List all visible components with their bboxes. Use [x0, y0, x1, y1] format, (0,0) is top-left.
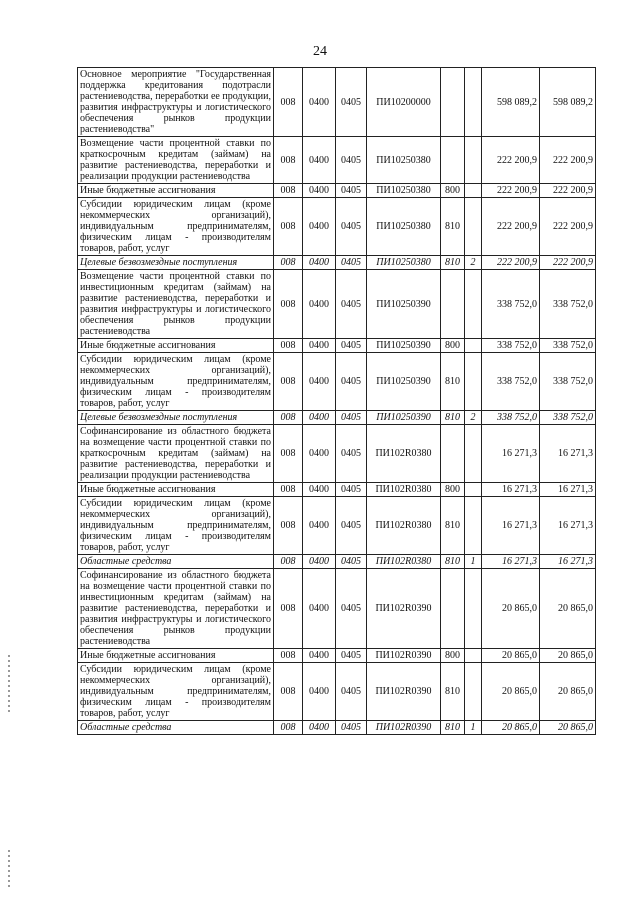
subsection-code-cell: 0405 — [336, 569, 367, 649]
amount-approved-cell: 20 865,0 — [540, 663, 596, 721]
expense-type-cell: 810 — [441, 411, 465, 425]
amount-approved-cell: 16 271,3 — [540, 483, 596, 497]
table-row — [78, 256, 596, 270]
amount-cell: 222 200,9 — [482, 256, 540, 270]
target-article-cell: ПИ102R0380 — [367, 555, 441, 569]
target-article-cell: ПИ10250380 — [367, 137, 441, 184]
amount-approved-cell: 338 752,0 — [540, 270, 596, 339]
ministry-code-cell: 008 — [274, 425, 303, 483]
row-name-cell: Софинансирование из областного бюджета на возмещение части процентной ставки по инвестиционным кредитам (займам) на развитие растениеводства, переработки и развития инфраструктуры и логистического обеспечения рынков продукции растениеводства — [78, 569, 274, 649]
expense-type-cell: 810 — [441, 256, 465, 270]
row-name-cell: Целевые безвозмездные поступления — [78, 411, 274, 425]
section-code-cell: 0400 — [303, 663, 336, 721]
amount-cell: 222 200,9 — [482, 184, 540, 198]
funding-source-cell: 1 — [465, 721, 482, 735]
table-row — [78, 483, 596, 497]
amount-cell: 222 200,9 — [482, 198, 540, 256]
amount-cell: 16 271,3 — [482, 497, 540, 555]
subsection-code-cell: 0405 — [336, 137, 367, 184]
section-code-cell: 0400 — [303, 270, 336, 339]
expense-type-cell: 800 — [441, 184, 465, 198]
ministry-code-cell: 008 — [274, 663, 303, 721]
section-code-cell: 0400 — [303, 198, 336, 256]
target-article-cell: ПИ102R0380 — [367, 483, 441, 497]
funding-source-cell — [465, 198, 482, 256]
section-code-cell: 0400 — [303, 555, 336, 569]
subsection-code-cell: 0405 — [336, 198, 367, 256]
subsection-code-cell: 0405 — [336, 68, 367, 137]
section-code-cell: 0400 — [303, 184, 336, 198]
section-code-cell: 0400 — [303, 649, 336, 663]
row-name-cell: Основное мероприятие "Государственная поддержка кредитования подотрасли растениеводства, переработки ее продукции, развития инфраструктуры и логистического обеспечения рынков продукции растениеводства" — [78, 68, 274, 137]
row-name-cell: Областные средства — [78, 721, 274, 735]
target-article-cell: ПИ102R0390 — [367, 569, 441, 649]
subsection-code-cell: 0405 — [336, 663, 367, 721]
amount-approved-cell: 222 200,9 — [540, 198, 596, 256]
target-article-cell: ПИ102R0380 — [367, 425, 441, 483]
section-code-cell: 0400 — [303, 339, 336, 353]
row-name-cell: Иные бюджетные ассигнования — [78, 184, 274, 198]
expense-type-cell — [441, 425, 465, 483]
amount-approved-cell: 222 200,9 — [540, 137, 596, 184]
section-code-cell: 0400 — [303, 256, 336, 270]
amount-cell: 20 865,0 — [482, 569, 540, 649]
section-code-cell: 0400 — [303, 137, 336, 184]
subsection-code-cell: 0405 — [336, 270, 367, 339]
ministry-code-cell: 008 — [274, 411, 303, 425]
section-code-cell: 0400 — [303, 425, 336, 483]
section-code-cell: 0400 — [303, 497, 336, 555]
expense-type-cell — [441, 68, 465, 137]
row-name-cell: Целевые безвозмездные поступления — [78, 256, 274, 270]
ministry-code-cell: 008 — [274, 555, 303, 569]
amount-cell: 16 271,3 — [482, 555, 540, 569]
funding-source-cell — [465, 339, 482, 353]
table-row — [78, 184, 596, 198]
amount-approved-cell: 20 865,0 — [540, 721, 596, 735]
row-name-cell: Иные бюджетные ассигнования — [78, 339, 274, 353]
table-row — [78, 68, 596, 137]
funding-source-cell: 2 — [465, 411, 482, 425]
target-article-cell: ПИ10200000 — [367, 68, 441, 137]
target-article-cell: ПИ10250390 — [367, 339, 441, 353]
amount-approved-cell: 16 271,3 — [540, 555, 596, 569]
expense-type-cell: 810 — [441, 353, 465, 411]
target-article-cell: ПИ10250390 — [367, 353, 441, 411]
subsection-code-cell: 0405 — [336, 497, 367, 555]
subsection-code-cell: 0405 — [336, 184, 367, 198]
row-name-cell: Субсидии юридическим лицам (кроме некоммерческих организаций), индивидуальным предпринимателям, физическим лицам - производителям товаров, работ, услуг — [78, 353, 274, 411]
budget-table — [77, 67, 596, 735]
table-row — [78, 339, 596, 353]
expense-type-cell: 810 — [441, 663, 465, 721]
funding-source-cell: 2 — [465, 256, 482, 270]
target-article-cell: ПИ10250390 — [367, 411, 441, 425]
subsection-code-cell: 0405 — [336, 411, 367, 425]
expense-type-cell — [441, 569, 465, 649]
expense-type-cell: 810 — [441, 198, 465, 256]
row-name-cell: Иные бюджетные ассигнования — [78, 649, 274, 663]
amount-approved-cell: 16 271,3 — [540, 497, 596, 555]
subsection-code-cell: 0405 — [336, 649, 367, 663]
section-code-cell: 0400 — [303, 411, 336, 425]
amount-approved-cell: 338 752,0 — [540, 353, 596, 411]
table-row — [78, 425, 596, 483]
target-article-cell: ПИ102R0380 — [367, 497, 441, 555]
amount-cell: 338 752,0 — [482, 270, 540, 339]
table-row — [78, 353, 596, 411]
target-article-cell: ПИ10250380 — [367, 256, 441, 270]
section-code-cell: 0400 — [303, 721, 336, 735]
target-article-cell: ПИ102R0390 — [367, 721, 441, 735]
section-code-cell: 0400 — [303, 68, 336, 137]
expense-type-cell: 800 — [441, 483, 465, 497]
funding-source-cell — [465, 569, 482, 649]
funding-source-cell — [465, 270, 482, 339]
ministry-code-cell: 008 — [274, 353, 303, 411]
target-article-cell: ПИ10250380 — [367, 198, 441, 256]
ministry-code-cell: 008 — [274, 569, 303, 649]
subsection-code-cell: 0405 — [336, 483, 367, 497]
amount-approved-cell: 20 865,0 — [540, 649, 596, 663]
scan-artifact-mark — [8, 850, 10, 890]
target-article-cell: ПИ10250380 — [367, 184, 441, 198]
page-number: 24 — [313, 44, 327, 59]
ministry-code-cell: 008 — [274, 198, 303, 256]
subsection-code-cell: 0405 — [336, 555, 367, 569]
expense-type-cell — [441, 270, 465, 339]
target-article-cell: ПИ10250390 — [367, 270, 441, 339]
table-row — [78, 663, 596, 721]
ministry-code-cell: 008 — [274, 649, 303, 663]
scan-artifact-mark — [8, 655, 10, 715]
table-row — [78, 270, 596, 339]
section-code-cell: 0400 — [303, 483, 336, 497]
table-row — [78, 198, 596, 256]
subsection-code-cell: 0405 — [336, 721, 367, 735]
funding-source-cell — [465, 663, 482, 721]
amount-approved-cell: 222 200,9 — [540, 256, 596, 270]
ministry-code-cell: 008 — [274, 721, 303, 735]
row-name-cell: Возмещение части процентной ставки по краткосрочным кредитам (займам) на развитие растениеводства, переработки и реализации продукции растениеводства — [78, 137, 274, 184]
row-name-cell: Субсидии юридическим лицам (кроме некоммерческих организаций), индивидуальным предпринимателям, физическим лицам - производителям товаров, работ, услуг — [78, 198, 274, 256]
amount-approved-cell: 20 865,0 — [540, 569, 596, 649]
amount-cell: 16 271,3 — [482, 425, 540, 483]
amount-cell: 20 865,0 — [482, 649, 540, 663]
table-row — [78, 569, 596, 649]
table-row — [78, 721, 596, 735]
funding-source-cell — [465, 137, 482, 184]
table-row — [78, 497, 596, 555]
ministry-code-cell: 008 — [274, 497, 303, 555]
funding-source-cell — [465, 497, 482, 555]
ministry-code-cell: 008 — [274, 483, 303, 497]
subsection-code-cell: 0405 — [336, 425, 367, 483]
amount-cell: 20 865,0 — [482, 663, 540, 721]
table-row — [78, 555, 596, 569]
amount-cell: 222 200,9 — [482, 137, 540, 184]
funding-source-cell — [465, 353, 482, 411]
expense-type-cell — [441, 137, 465, 184]
funding-source-cell — [465, 425, 482, 483]
ministry-code-cell: 008 — [274, 256, 303, 270]
budget-table-body — [78, 68, 596, 735]
expense-type-cell: 810 — [441, 497, 465, 555]
row-name-cell: Субсидии юридическим лицам (кроме некоммерческих организаций), индивидуальным предпринимателям, физическим лицам - производителям товаров, работ, услуг — [78, 497, 274, 555]
amount-approved-cell: 16 271,3 — [540, 425, 596, 483]
row-name-cell: Софинансирование из областного бюджета на возмещение части процентной ставки по краткосрочным кредитам (займам) на развитие растениеводства, переработки и реализации продукции растениеводства — [78, 425, 274, 483]
funding-source-cell — [465, 184, 482, 198]
subsection-code-cell: 0405 — [336, 353, 367, 411]
table-row — [78, 411, 596, 425]
expense-type-cell: 800 — [441, 649, 465, 663]
ministry-code-cell: 008 — [274, 270, 303, 339]
target-article-cell: ПИ102R0390 — [367, 649, 441, 663]
row-name-cell: Областные средства — [78, 555, 274, 569]
funding-source-cell: 1 — [465, 555, 482, 569]
amount-approved-cell: 338 752,0 — [540, 339, 596, 353]
expense-type-cell: 800 — [441, 339, 465, 353]
amount-approved-cell: 598 089,2 — [540, 68, 596, 137]
row-name-cell: Иные бюджетные ассигнования — [78, 483, 274, 497]
amount-approved-cell: 222 200,9 — [540, 184, 596, 198]
table-row — [78, 137, 596, 184]
section-code-cell: 0400 — [303, 353, 336, 411]
subsection-code-cell: 0405 — [336, 339, 367, 353]
row-name-cell: Возмещение части процентной ставки по инвестиционным кредитам (займам) на развитие растениеводства, переработки и развития инфраструктуры и логистического обеспечения рынков продукции растениеводства — [78, 270, 274, 339]
expense-type-cell: 810 — [441, 555, 465, 569]
funding-source-cell — [465, 68, 482, 137]
funding-source-cell — [465, 649, 482, 663]
amount-cell: 338 752,0 — [482, 411, 540, 425]
ministry-code-cell: 008 — [274, 339, 303, 353]
funding-source-cell — [465, 483, 482, 497]
amount-cell: 20 865,0 — [482, 721, 540, 735]
ministry-code-cell: 008 — [274, 137, 303, 184]
row-name-cell: Субсидии юридическим лицам (кроме некоммерческих организаций), индивидуальным предпринимателям, физическим лицам - производителям товаров, работ, услуг — [78, 663, 274, 721]
amount-cell: 338 752,0 — [482, 339, 540, 353]
target-article-cell: ПИ102R0390 — [367, 663, 441, 721]
amount-approved-cell: 338 752,0 — [540, 411, 596, 425]
expense-type-cell: 810 — [441, 721, 465, 735]
subsection-code-cell: 0405 — [336, 256, 367, 270]
ministry-code-cell: 008 — [274, 184, 303, 198]
amount-cell: 338 752,0 — [482, 353, 540, 411]
ministry-code-cell: 008 — [274, 68, 303, 137]
table-row — [78, 649, 596, 663]
amount-cell: 598 089,2 — [482, 68, 540, 137]
amount-cell: 16 271,3 — [482, 483, 540, 497]
section-code-cell: 0400 — [303, 569, 336, 649]
